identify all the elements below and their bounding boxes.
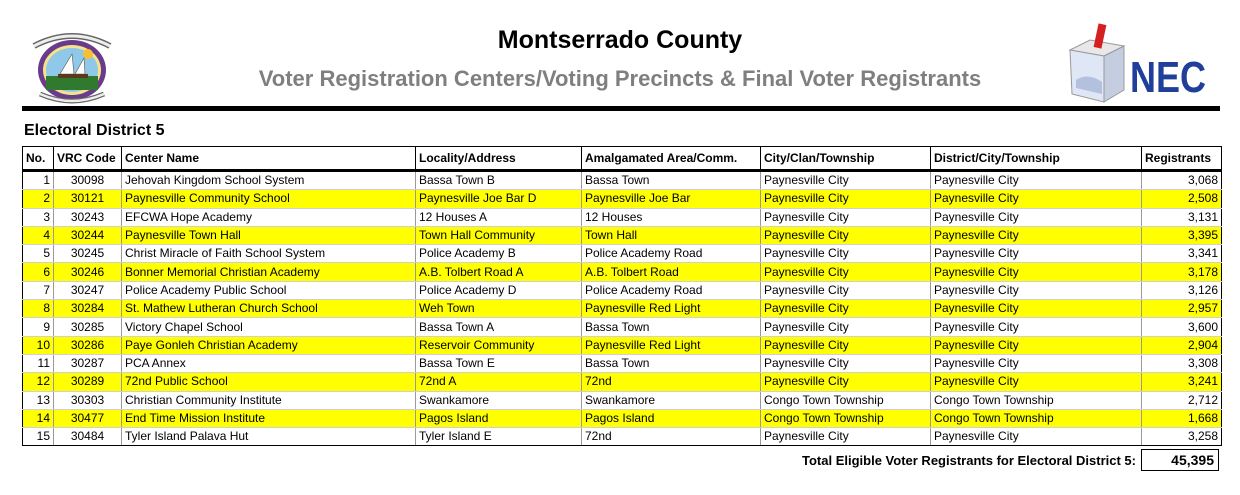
cell-city-clan: Paynesville City	[761, 428, 931, 446]
cell-no: 15	[23, 428, 54, 446]
cell-vrc-code: 30246	[54, 263, 122, 281]
cell-registrants: 3,341	[1142, 245, 1222, 263]
cell-city-clan: Paynesville City	[761, 281, 931, 299]
cell-registrants: 3,600	[1142, 318, 1222, 336]
cell-no: 7	[23, 281, 54, 299]
cell-center-name: Police Academy Public School	[122, 281, 416, 299]
table-row	[23, 336, 1222, 354]
table-row	[23, 373, 1222, 391]
column-header-locality: Locality/Address	[416, 147, 582, 171]
cell-locality: Pagos Island	[416, 409, 582, 427]
district-title: Electoral District 5	[24, 122, 165, 139]
cell-district-city: Congo Town Township	[931, 391, 1142, 409]
cell-no: 6	[23, 263, 54, 281]
cell-locality: Swankamore	[416, 391, 582, 409]
cell-amalgamated-area: Bassa Town	[582, 318, 761, 336]
cell-no: 9	[23, 318, 54, 336]
table-row	[23, 171, 1222, 190]
cell-amalgamated-area: Paynesville Red Light	[582, 336, 761, 354]
cell-vrc-code: 30484	[54, 428, 122, 446]
cell-registrants: 2,957	[1142, 300, 1222, 318]
cell-vrc-code: 30286	[54, 336, 122, 354]
cell-center-name: Tyler Island Palava Hut	[122, 428, 416, 446]
cell-locality: Town Hall Community	[416, 226, 582, 244]
cell-amalgamated-area: Paynesville Joe Bar	[582, 190, 761, 208]
cell-district-city: Paynesville City	[931, 263, 1142, 281]
cell-no: 5	[23, 245, 54, 263]
cell-city-clan: Paynesville City	[761, 171, 931, 190]
cell-district-city: Congo Town Township	[931, 409, 1142, 427]
cell-city-clan: Paynesville City	[761, 245, 931, 263]
cell-registrants: 3,126	[1142, 281, 1222, 299]
cell-locality: Paynesville Joe Bar D	[416, 190, 582, 208]
cell-city-clan: Paynesville City	[761, 354, 931, 372]
cell-city-clan: Congo Town Township	[761, 391, 931, 409]
cell-no: 14	[23, 409, 54, 427]
cell-city-clan: Paynesville City	[761, 226, 931, 244]
cell-locality: Reservoir Community	[416, 336, 582, 354]
cell-amalgamated-area: A.B. Tolbert Road	[582, 263, 761, 281]
cell-center-name: Bonner Memorial Christian Academy	[122, 263, 416, 281]
cell-no: 4	[23, 226, 54, 244]
cell-registrants: 2,508	[1142, 190, 1222, 208]
cell-no: 12	[23, 373, 54, 391]
cell-registrants: 2,904	[1142, 336, 1222, 354]
cell-center-name: St. Mathew Lutheran Church School	[122, 300, 416, 318]
table-row	[23, 409, 1222, 427]
cell-center-name: End Time Mission Institute	[122, 409, 416, 427]
cell-amalgamated-area: Pagos Island	[582, 409, 761, 427]
nec-logo-text: NEC	[1130, 53, 1206, 102]
cell-amalgamated-area: Bassa Town	[582, 354, 761, 372]
cell-locality: Bassa Town E	[416, 354, 582, 372]
cell-registrants: 3,178	[1142, 263, 1222, 281]
cell-no: 10	[23, 336, 54, 354]
cell-registrants: 3,241	[1142, 373, 1222, 391]
cell-locality: Bassa Town B	[416, 171, 582, 190]
cell-vrc-code: 30244	[54, 226, 122, 244]
document-header	[0, 0, 1240, 112]
cell-center-name: Paynesville Community School	[122, 190, 416, 208]
cell-vrc-code: 30287	[54, 354, 122, 372]
cell-no: 1	[23, 171, 54, 190]
column-header-vrc-code: VRC Code	[54, 147, 122, 171]
cell-locality: Weh Town	[416, 300, 582, 318]
column-header-center-name: Center Name	[122, 147, 416, 171]
cell-center-name: 72nd Public School	[122, 373, 416, 391]
cell-locality: 72nd A	[416, 373, 582, 391]
cell-amalgamated-area: Police Academy Road	[582, 245, 761, 263]
cell-center-name: Victory Chapel School	[122, 318, 416, 336]
cell-locality: Police Academy B	[416, 245, 582, 263]
table-row	[23, 391, 1222, 409]
total-value: 45,395	[1141, 449, 1219, 471]
cell-city-clan: Paynesville City	[761, 190, 931, 208]
cell-no: 3	[23, 208, 54, 226]
cell-center-name: Christian Community Institute	[122, 391, 416, 409]
cell-locality: A.B. Tolbert Road A	[416, 263, 582, 281]
table-header-row	[23, 147, 1222, 171]
page-subtitle: Voter Registration Centers/Voting Precincts & Final Voter Registrants	[258, 66, 982, 91]
table-row	[23, 428, 1222, 446]
table-row	[23, 245, 1222, 263]
cell-district-city: Paynesville City	[931, 318, 1142, 336]
total-label: Total Eligible Voter Registrants for Electoral District 5:	[802, 453, 1136, 468]
cell-vrc-code: 30285	[54, 318, 122, 336]
cell-vrc-code: 30477	[54, 409, 122, 427]
page-title: Montserrado County	[497, 26, 743, 54]
table-row	[23, 208, 1222, 226]
cell-center-name: PCA Annex	[122, 354, 416, 372]
cell-vrc-code: 30245	[54, 245, 122, 263]
cell-vrc-code: 30303	[54, 391, 122, 409]
cell-district-city: Paynesville City	[931, 428, 1142, 446]
cell-amalgamated-area: 72nd	[582, 428, 761, 446]
cell-registrants: 1,668	[1142, 409, 1222, 427]
cell-district-city: Paynesville City	[931, 373, 1142, 391]
cell-vrc-code: 30284	[54, 300, 122, 318]
cell-district-city: Paynesville City	[931, 245, 1142, 263]
cell-vrc-code: 30121	[54, 190, 122, 208]
cell-no: 13	[23, 391, 54, 409]
cell-district-city: Paynesville City	[931, 281, 1142, 299]
cell-amalgamated-area: Town Hall	[582, 226, 761, 244]
cell-center-name: Paye Gonleh Christian Academy	[122, 336, 416, 354]
cell-registrants: 3,068	[1142, 171, 1222, 190]
cell-locality: Police Academy D	[416, 281, 582, 299]
column-header-registrants: Registrants	[1142, 147, 1222, 171]
cell-registrants: 3,131	[1142, 208, 1222, 226]
cell-amalgamated-area: Paynesville Red Light	[582, 300, 761, 318]
cell-center-name: Paynesville Town Hall	[122, 226, 416, 244]
cell-district-city: Paynesville City	[931, 208, 1142, 226]
cell-city-clan: Paynesville City	[761, 263, 931, 281]
table-row	[23, 226, 1222, 244]
cell-district-city: Paynesville City	[931, 190, 1142, 208]
cell-no: 11	[23, 354, 54, 372]
cell-district-city: Paynesville City	[931, 336, 1142, 354]
table-row	[23, 281, 1222, 299]
cell-city-clan: Paynesville City	[761, 336, 931, 354]
cell-amalgamated-area: 12 Houses	[582, 208, 761, 226]
cell-district-city: Paynesville City	[931, 300, 1142, 318]
cell-locality: Bassa Town A	[416, 318, 582, 336]
cell-amalgamated-area: Swankamore	[582, 391, 761, 409]
cell-district-city: Paynesville City	[931, 171, 1142, 190]
column-header-city-clan: City/Clan/Township	[761, 147, 931, 171]
cell-center-name: Christ Miracle of Faith School System	[122, 245, 416, 263]
cell-city-clan: Paynesville City	[761, 318, 931, 336]
header-divider	[22, 106, 1220, 111]
cell-center-name: EFCWA Hope Academy	[122, 208, 416, 226]
table-row	[23, 318, 1222, 336]
cell-city-clan: Congo Town Township	[761, 409, 931, 427]
cell-district-city: Paynesville City	[931, 226, 1142, 244]
registration-table	[22, 146, 1222, 446]
cell-district-city: Paynesville City	[931, 354, 1142, 372]
table-row	[23, 190, 1222, 208]
cell-amalgamated-area: Police Academy Road	[582, 281, 761, 299]
column-header-no: No.	[23, 147, 54, 171]
cell-registrants: 3,308	[1142, 354, 1222, 372]
cell-registrants: 3,258	[1142, 428, 1222, 446]
column-header-district-city: District/City/Township	[931, 147, 1142, 171]
ballot-box-icon	[1070, 23, 1124, 102]
nec-logo	[1068, 24, 1210, 106]
cell-amalgamated-area: Bassa Town	[582, 171, 761, 190]
cell-city-clan: Paynesville City	[761, 300, 931, 318]
cell-locality: 12 Houses A	[416, 208, 582, 226]
cell-city-clan: Paynesville City	[761, 373, 931, 391]
table-row	[23, 300, 1222, 318]
cell-vrc-code: 30289	[54, 373, 122, 391]
cell-vrc-code: 30098	[54, 171, 122, 190]
cell-city-clan: Paynesville City	[761, 208, 931, 226]
cell-no: 2	[23, 190, 54, 208]
cell-amalgamated-area: 72nd	[582, 373, 761, 391]
cell-registrants: 3,395	[1142, 226, 1222, 244]
cell-no: 8	[23, 300, 54, 318]
column-header-amalgamated-area: Amalgamated Area/Comm.	[582, 147, 761, 171]
cell-center-name: Jehovah Kingdom School System	[122, 171, 416, 190]
cell-registrants: 2,712	[1142, 391, 1222, 409]
table-row	[23, 263, 1222, 281]
cell-vrc-code: 30247	[54, 281, 122, 299]
cell-locality: Tyler Island E	[416, 428, 582, 446]
table-row	[23, 354, 1222, 372]
cell-vrc-code: 30243	[54, 208, 122, 226]
